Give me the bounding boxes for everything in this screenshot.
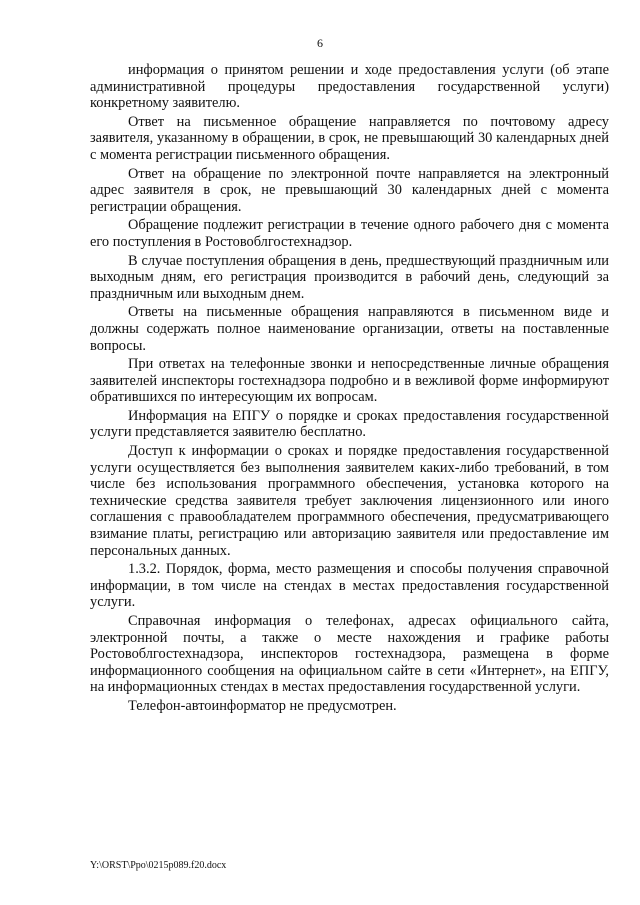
paragraph-epgu-free: Информация на ЕПГУ о порядке и сроках предоставления государственной услуги представляется заявителю бесплатно. bbox=[90, 407, 609, 441]
paragraph-registration: Обращение подлежит регистрации в течение одного рабочего дня с момента его поступления в Ростовоблгостехнадзор. bbox=[90, 217, 609, 250]
paragraph-applicant-info: информация о принятом решении и ходе предоставления услуги (об этапе административной процедуры предоставления государственной услуги) конкретному заявителю. bbox=[90, 62, 609, 112]
paragraph-holiday-registration: В случае поступления обращения в день, предшествующий праздничным или выходным дням, его регистрация производится в рабочий день, следующий за праздничным или выходным днем. bbox=[90, 252, 609, 302]
paragraph-written-answers: Ответы на письменные обращения направляются в письменном виде и должны содержать полное наименование организации, ответы на поставленные вопросы. bbox=[90, 304, 609, 354]
paragraph-written-reply: Ответ на письменное обращение направляется по почтовому адресу заявителя, указанному в обращении, в срок, не превышающий 30 календарных дней с момента регистрации письменного обращения. bbox=[90, 113, 609, 163]
paragraph-autoinformer: Телефон-автоинформатор не предусмотрен. bbox=[128, 697, 397, 714]
page-number: 6 bbox=[317, 36, 323, 50]
paragraph-section-1-3-2: 1.3.2. Порядок, форма, место размещения и способы получения справочной информации, в том числе на стендах в местах предоставления государственной услуги. bbox=[90, 561, 609, 611]
paragraph-reference-info: Справочная информация о телефонах, адресах официального сайта, электронной почты, а также о месте нахождения и графике работы Ростовоблгостехнадзора, инспекторов гостехнадзора, размещена в форме информационного сообщения на официальном сайте в сети «Интернет», на ЕПГУ, на информационных стендах в местах предоставления государственной услуги. bbox=[90, 613, 609, 696]
paragraph-phone-answers: При ответах на телефонные звонки и непосредственные личные обращения заявителей инспекторы гостехнадзора подробно и в вежливой форме информируют обратившихся по интересующим их вопросам. bbox=[90, 356, 609, 406]
paragraph-email-reply: Ответ на обращение по электронной почте направляется на электронный адрес заявителя в срок, не превышающий 30 календарных дней с момента регистрации обращения. bbox=[90, 165, 609, 215]
footer-file-path: Y:\ORST\Ppo\0215p089.f20.docx bbox=[90, 860, 227, 871]
document-body bbox=[90, 62, 609, 715]
paragraph-access-info: Доступ к информации о сроках и порядке предоставления государственной услуги осуществляется без выполнения заявителем каких-либо требований, в том числе без использования программного обеспечения, установка которого на технические средства заявителя требует заключения лицензионного или иного соглашения с правообладателем программного обеспечения, предусматривающего взимание платы, регистрацию или авторизацию заявителя или предоставление им персональных данных. bbox=[90, 443, 609, 559]
